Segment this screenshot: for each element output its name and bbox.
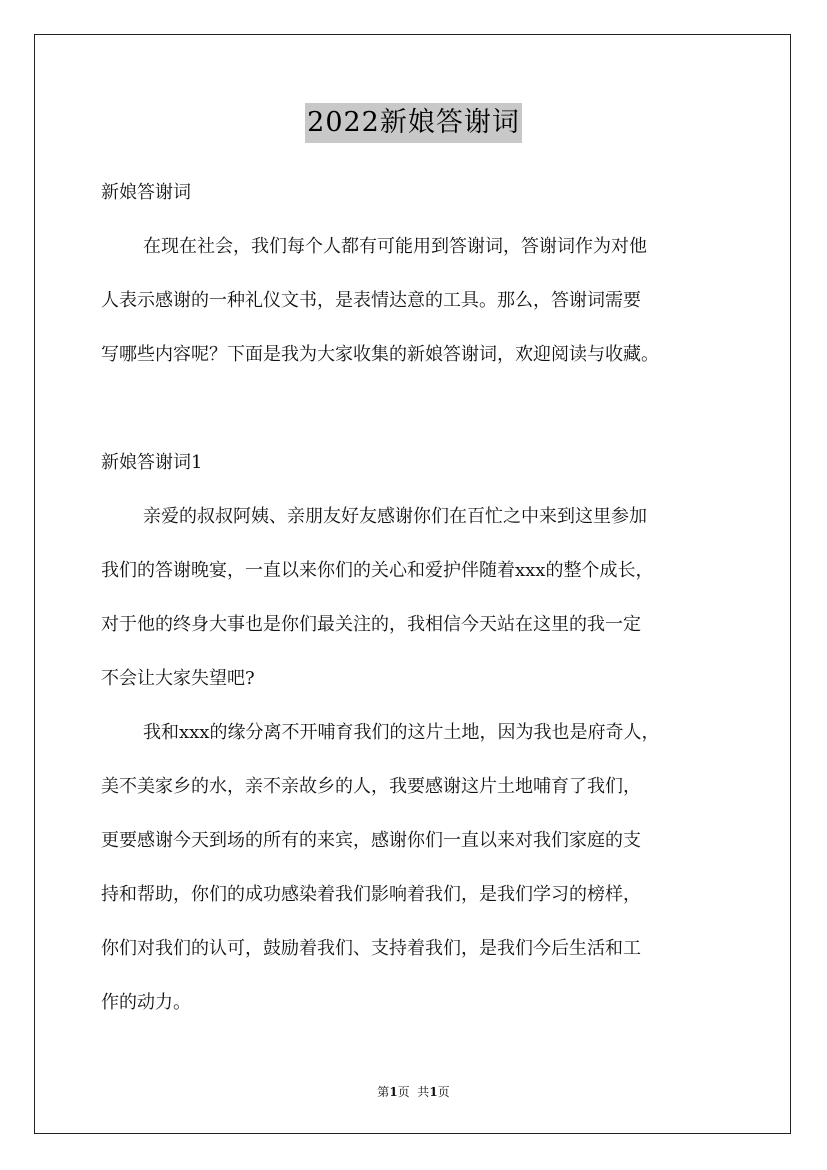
footer-suffix: 页 (437, 1085, 450, 1099)
paragraph-line: 不会让大家失望吧? (101, 668, 255, 689)
intro-line: 写哪些内容呢？下面是我为大家收集的新娘答谢词，欢迎阅读与收藏。 (101, 344, 659, 365)
footer-total-pages: 1 (429, 1085, 438, 1099)
blank-line (101, 390, 751, 444)
document-body (101, 174, 751, 1038)
footer-prefix: 第 (377, 1085, 390, 1099)
paragraph-line: 对于他的终身大事也是你们最关注的，我相信今天站在这里的我一定 (101, 614, 641, 635)
intro-heading: 新娘答谢词 (101, 182, 191, 203)
paragraph-line: 你们对我们的认可，鼓励着我们、支持着我们，是我们今后生活和工 (101, 938, 641, 959)
section-heading: 新娘答谢词1 (101, 452, 203, 473)
paragraph-line: 作的动力。 (101, 992, 191, 1013)
intro-line: 人表示感谢的一种礼仪文书，是表情达意的工具。那么，答谢词需要 (101, 290, 641, 311)
paragraph-line: 美不美家乡的水，亲不亲故乡的人，我要感谢这片土地哺育了我们， (101, 776, 641, 797)
paragraph-line: 亲爱的叔叔阿姨、亲朋友好友感谢你们在百忙之中来到这里参加 (143, 506, 647, 527)
intro-line: 在现在社会，我们每个人都有可能用到答谢词，答谢词作为对他 (143, 236, 647, 257)
document-title: 2022新娘答谢词 (305, 103, 522, 143)
paragraph-line: 我们的答谢晚宴，一直以来你们的关心和爱护伴随着xxx的整个成长， (101, 560, 654, 581)
paragraph-line: 我和xxx的缘分离不开哺育我们的这片土地，因为我也是府奇人， (143, 722, 660, 743)
footer-page-number: 1 (389, 1085, 398, 1099)
paragraph-line: 更要感谢今天到场的所有的来宾，感谢你们一直以来对我们家庭的支 (101, 830, 641, 851)
paragraph-line: 持和帮助，你们的成功感染着我们影响着我们，是我们学习的榜样， (101, 884, 641, 905)
title-container (0, 103, 827, 143)
footer-middle: 页 共 (397, 1085, 430, 1099)
page-footer (0, 1083, 827, 1100)
